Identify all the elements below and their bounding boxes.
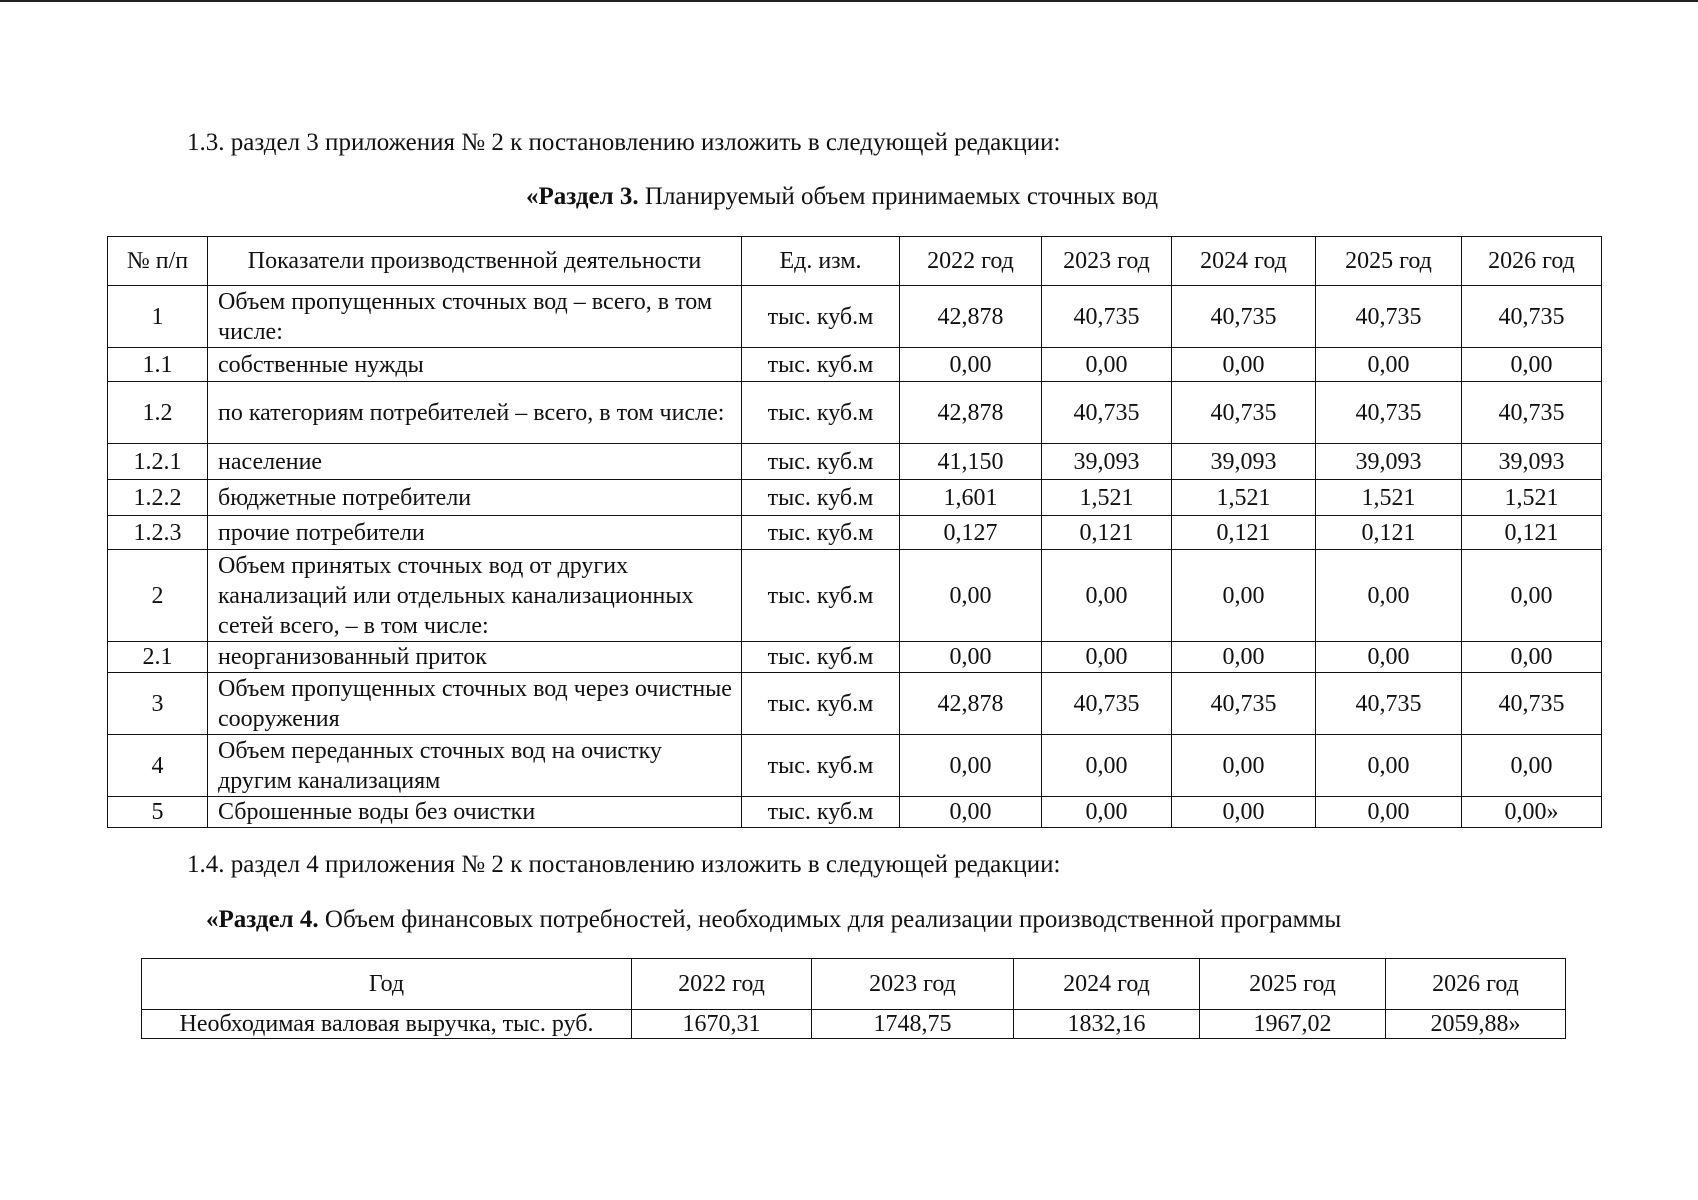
value-2022: 1670,31	[632, 1010, 812, 1039]
table-section-3	[107, 236, 1602, 828]
table-row	[108, 797, 1602, 828]
row-unit: тыс. куб.м	[742, 444, 900, 480]
row-indicator: бюджетные потребители	[208, 480, 742, 516]
value-2025: 40,735	[1316, 673, 1462, 735]
header-unit: Ед. изм.	[742, 237, 900, 286]
value-2025: 39,093	[1316, 444, 1462, 480]
value-2022: 0,00	[900, 642, 1042, 673]
value-2025: 1967,02	[1200, 1010, 1386, 1039]
section-4-title-rest: Объем финансовых потребностей, необходимых для реализации производственной программы	[318, 906, 1342, 933]
row-indicator: Объем пропущенных сточных вод через очистные сооружения	[208, 673, 742, 735]
row-indicator: собственные нужды	[208, 348, 742, 382]
section-3-title-bold: «Раздел 3.	[526, 183, 639, 210]
value-2022: 41,150	[900, 444, 1042, 480]
value-2026: 0,00	[1462, 348, 1602, 382]
value-2023: 40,735	[1042, 286, 1172, 348]
row-unit: тыс. куб.м	[742, 673, 900, 735]
value-2022: 42,878	[900, 286, 1042, 348]
value-2026: 0,00	[1462, 735, 1602, 797]
value-2025: 40,735	[1316, 382, 1462, 444]
value-2022: 0,00	[900, 735, 1042, 797]
table-row	[108, 550, 1602, 642]
table-row	[142, 1010, 1566, 1039]
value-2023: 40,735	[1042, 382, 1172, 444]
value-2026: 0,00	[1462, 550, 1602, 642]
value-2025: 40,735	[1316, 286, 1462, 348]
value-2025: 0,00	[1316, 642, 1462, 673]
row-unit: тыс. куб.м	[742, 550, 900, 642]
row-number: 3	[108, 673, 208, 735]
value-2024: 0,00	[1172, 735, 1316, 797]
value-2026: 0,121	[1462, 516, 1602, 550]
value-2022: 42,878	[900, 382, 1042, 444]
row-indicator: прочие потребители	[208, 516, 742, 550]
row-unit: тыс. куб.м	[742, 480, 900, 516]
header-year-label: Год	[142, 959, 632, 1010]
row-indicator: по категориям потребителей – всего, в том числе:	[208, 382, 742, 444]
header-year-2022: 2022 год	[632, 959, 812, 1010]
value-2023: 40,735	[1042, 673, 1172, 735]
value-2024: 0,00	[1172, 550, 1316, 642]
row-indicator: Объем переданных сточных вод на очистку другим канализациям	[208, 735, 742, 797]
value-2024: 0,121	[1172, 516, 1316, 550]
value-2023: 39,093	[1042, 444, 1172, 480]
row-number: 1.2.3	[108, 516, 208, 550]
value-2025: 0,00	[1316, 797, 1462, 828]
value-2022: 42,878	[900, 673, 1042, 735]
value-2024: 1832,16	[1014, 1010, 1200, 1039]
row-indicator: Сброшенные воды без очистки	[208, 797, 742, 828]
section-3-title-rest: Планируемый объем принимаемых сточных вод	[638, 183, 1159, 210]
value-2022: 0,00	[900, 348, 1042, 382]
value-2024: 39,093	[1172, 444, 1316, 480]
row-number: 4	[108, 735, 208, 797]
value-2023: 0,00	[1042, 550, 1172, 642]
value-2022: 0,00	[900, 797, 1042, 828]
value-2024: 0,00	[1172, 348, 1316, 382]
paragraph-1-3: 1.3. раздел 3 приложения № 2 к постановлению изложить в следующей редакции:	[187, 129, 1061, 156]
header-year-2023: 2023 год	[1042, 237, 1172, 286]
value-2023: 0,121	[1042, 516, 1172, 550]
header-number: № п/п	[108, 237, 208, 286]
value-2024: 0,00	[1172, 797, 1316, 828]
header-year-2023: 2023 год	[812, 959, 1014, 1010]
row-unit: тыс. куб.м	[742, 797, 900, 828]
table-row	[108, 480, 1602, 516]
row-number: 1.1	[108, 348, 208, 382]
value-2026: 39,093	[1462, 444, 1602, 480]
header-year-2024: 2024 год	[1014, 959, 1200, 1010]
table-row	[108, 286, 1602, 348]
row-unit: тыс. куб.м	[742, 348, 900, 382]
header-year-2025: 2025 год	[1200, 959, 1386, 1010]
value-2023: 1748,75	[812, 1010, 1014, 1039]
value-2025: 1,521	[1316, 480, 1462, 516]
header-year-2026: 2026 год	[1462, 237, 1602, 286]
value-2024: 40,735	[1172, 382, 1316, 444]
header-year-2022: 2022 год	[900, 237, 1042, 286]
table-header-row	[142, 959, 1566, 1010]
value-2023: 0,00	[1042, 348, 1172, 382]
row-unit: тыс. куб.м	[742, 516, 900, 550]
value-2025: 0,121	[1316, 516, 1462, 550]
table-row	[108, 516, 1602, 550]
value-2023: 0,00	[1042, 735, 1172, 797]
row-number: 1.2.2	[108, 480, 208, 516]
value-2023: 0,00	[1042, 797, 1172, 828]
header-year-2026: 2026 год	[1386, 959, 1566, 1010]
row-unit: тыс. куб.м	[742, 382, 900, 444]
row-number: 1.2.1	[108, 444, 208, 480]
value-2024: 0,00	[1172, 642, 1316, 673]
value-2025: 0,00	[1316, 348, 1462, 382]
table-row	[108, 348, 1602, 382]
value-2022: 0,00	[900, 550, 1042, 642]
top-border-line	[0, 0, 1698, 2]
header-indicator: Показатели производственной деятельности	[208, 237, 742, 286]
value-2025: 0,00	[1316, 735, 1462, 797]
row-indicator: Объем принятых сточных вод от других канализаций или отдельных канализационных сетей всего, – в том числе:	[208, 550, 742, 642]
row-number: 1	[108, 286, 208, 348]
value-2026: 40,735	[1462, 286, 1602, 348]
table-row	[108, 444, 1602, 480]
row-indicator: Объем пропущенных сточных вод – всего, в том числе:	[208, 286, 742, 348]
value-2024: 40,735	[1172, 673, 1316, 735]
table-header-row	[108, 237, 1602, 286]
table-row	[108, 673, 1602, 735]
row-indicator: неорганизованный приток	[208, 642, 742, 673]
table-row	[108, 642, 1602, 673]
value-2026: 0,00	[1462, 642, 1602, 673]
row-number: 1.2	[108, 382, 208, 444]
header-year-2025: 2025 год	[1316, 237, 1462, 286]
value-2023: 0,00	[1042, 642, 1172, 673]
value-2022: 1,601	[900, 480, 1042, 516]
value-2026: 0,00»	[1462, 797, 1602, 828]
section-4-title-bold: «Раздел 4.	[206, 906, 319, 933]
header-year-2024: 2024 год	[1172, 237, 1316, 286]
section-4-title	[206, 905, 1341, 935]
table-row	[108, 382, 1602, 444]
value-2026: 2059,88»	[1386, 1010, 1566, 1039]
table-row	[108, 735, 1602, 797]
value-2026: 1,521	[1462, 480, 1602, 516]
row-number: 5	[108, 797, 208, 828]
value-2024: 1,521	[1172, 480, 1316, 516]
value-2023: 1,521	[1042, 480, 1172, 516]
row-number: 2.1	[108, 642, 208, 673]
row-number: 2	[108, 550, 208, 642]
row-unit: тыс. куб.м	[742, 286, 900, 348]
row-unit: тыс. куб.м	[742, 735, 900, 797]
paragraph-1-4: 1.4. раздел 4 приложения № 2 к постановлению изложить в следующей редакции:	[187, 851, 1061, 878]
table-section-4	[141, 958, 1566, 1039]
value-2026: 40,735	[1462, 382, 1602, 444]
value-2026: 40,735	[1462, 673, 1602, 735]
row-unit: тыс. куб.м	[742, 642, 900, 673]
row-indicator: Необходимая валовая выручка, тыс. руб.	[142, 1010, 632, 1039]
section-3-title	[526, 182, 1158, 212]
value-2025: 0,00	[1316, 550, 1462, 642]
value-2022: 0,127	[900, 516, 1042, 550]
row-indicator: население	[208, 444, 742, 480]
value-2024: 40,735	[1172, 286, 1316, 348]
